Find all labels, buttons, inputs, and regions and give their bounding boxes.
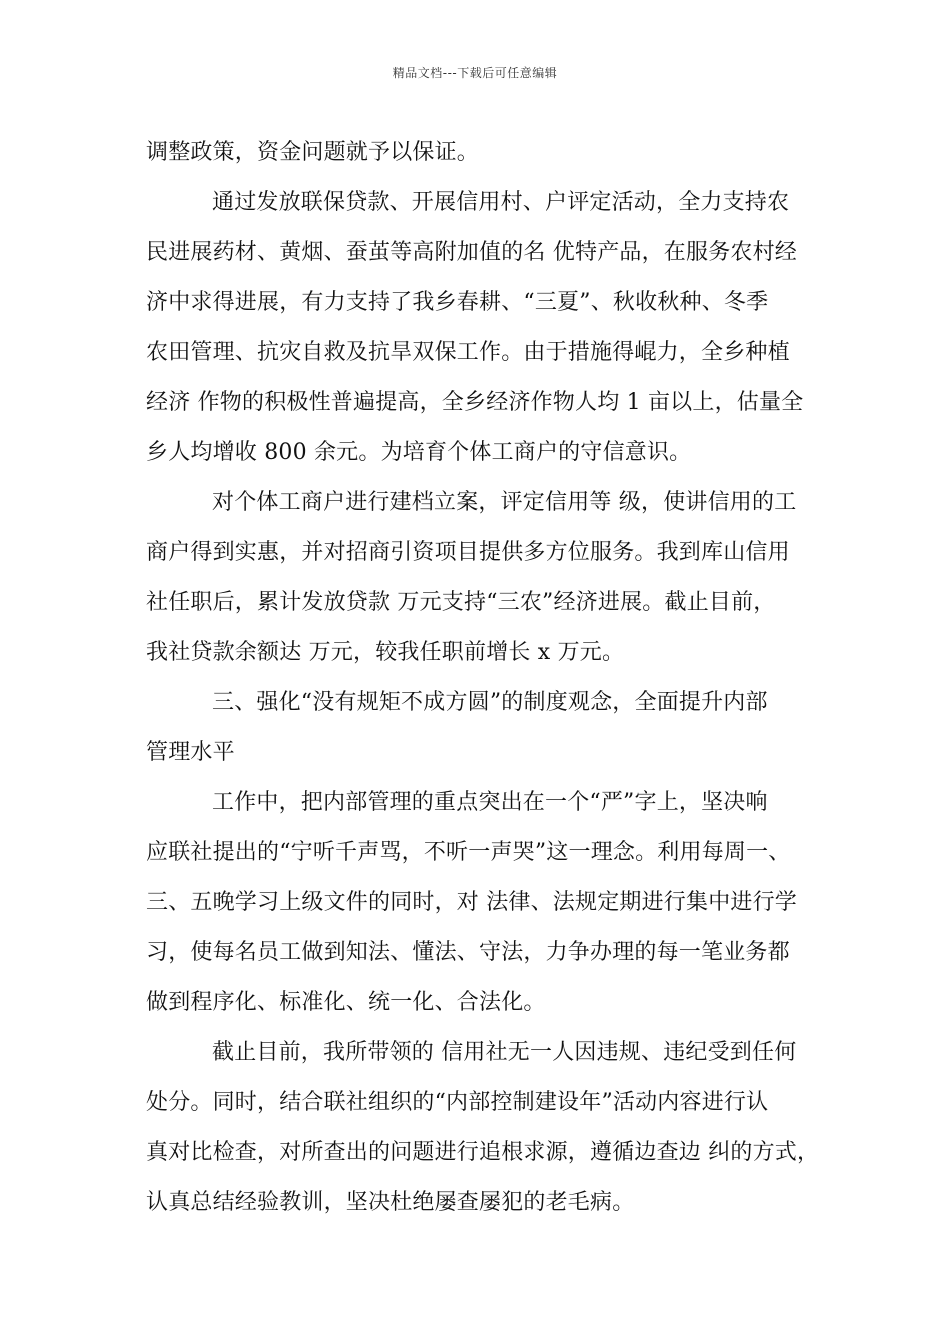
text-line: 应联社提出的“宁听千声骂，不听一声哭”这一理念。利用每周一、 bbox=[146, 840, 791, 865]
text-line: 调整政策，资金问题就予以保证。 bbox=[146, 140, 480, 165]
text-line: 通过发放联保贷款、开展信用村、户评定活动，全力支持农 bbox=[212, 190, 790, 215]
text-line: 社任职后，累计发放贷款 万元支持“三农”经济进展。截止目前， bbox=[146, 590, 776, 615]
paragraph bbox=[146, 478, 826, 678]
text-line: 做到程序化、标准化、统一化、合法化。 bbox=[146, 990, 546, 1015]
text-line: 截止目前，我所带领的 信用社无一人因违规、违纪受到任何 bbox=[212, 1040, 797, 1065]
text-line: 真对比检查，对所查出的问题进行追根求源，遵循边查边 纠的方式， bbox=[146, 1140, 820, 1165]
paragraph bbox=[146, 178, 826, 478]
text-line: 经济 作物的积极性普遍提高，全乡经济作物人均 1 亩以上，估量全 bbox=[146, 390, 804, 415]
section-heading-line: 管理水平 bbox=[146, 740, 235, 765]
document-body bbox=[146, 128, 826, 1228]
text-line: 民进展药材、黄烟、蚕茧等高附加值的名 优特产品，在服务农村经 bbox=[146, 240, 797, 265]
text-line: 农田管理、抗灾自救及抗旱双保工作。由于措施得崐力，全乡种植 bbox=[146, 340, 790, 365]
text-line: 我社贷款余额达 万元，较我任职前增长 x 万元。 bbox=[146, 640, 625, 665]
text-line: 济中求得进展，有力支持了我乡春耕、“三夏”、秋收秋种、冬季 bbox=[146, 290, 769, 315]
paragraph bbox=[146, 678, 826, 778]
text-line: 商户得到实惠，并对招商引资项目提供多方位服务。我到库山信用 bbox=[146, 540, 790, 565]
section-heading-line: 三、强化“没有规矩不成方圆”的制度观念，全面提升内部 bbox=[212, 690, 768, 715]
text-line: 三、五晚学习上级文件的同时，对 法律、法规定期进行集中进行学 bbox=[146, 890, 797, 915]
paragraph bbox=[146, 778, 826, 1028]
text-line: 对个体工商户进行建档立案，评定信用等 级，使讲信用的工 bbox=[212, 490, 797, 515]
paragraph bbox=[146, 128, 826, 178]
text-line: 认真总结经验教训，坚决杜绝屡查屡犯的老毛病。 bbox=[146, 1190, 635, 1215]
paragraph bbox=[146, 1028, 826, 1228]
page-header: 精品文档---下载后可任意编辑 bbox=[392, 66, 558, 80]
text-line: 乡人均增收 800 余元。为培育个体工商户的守信意识。 bbox=[146, 440, 692, 465]
text-line: 习，使每名员工做到知法、懂法、守法，力争办理的每一笔业务都 bbox=[146, 940, 790, 965]
text-line: 处分。同时，结合联社组织的“内部控制建设年”活动内容进行认 bbox=[146, 1090, 769, 1115]
text-line: 工作中，把内部管理的重点突出在一个“严”字上，坚决响 bbox=[212, 790, 768, 815]
